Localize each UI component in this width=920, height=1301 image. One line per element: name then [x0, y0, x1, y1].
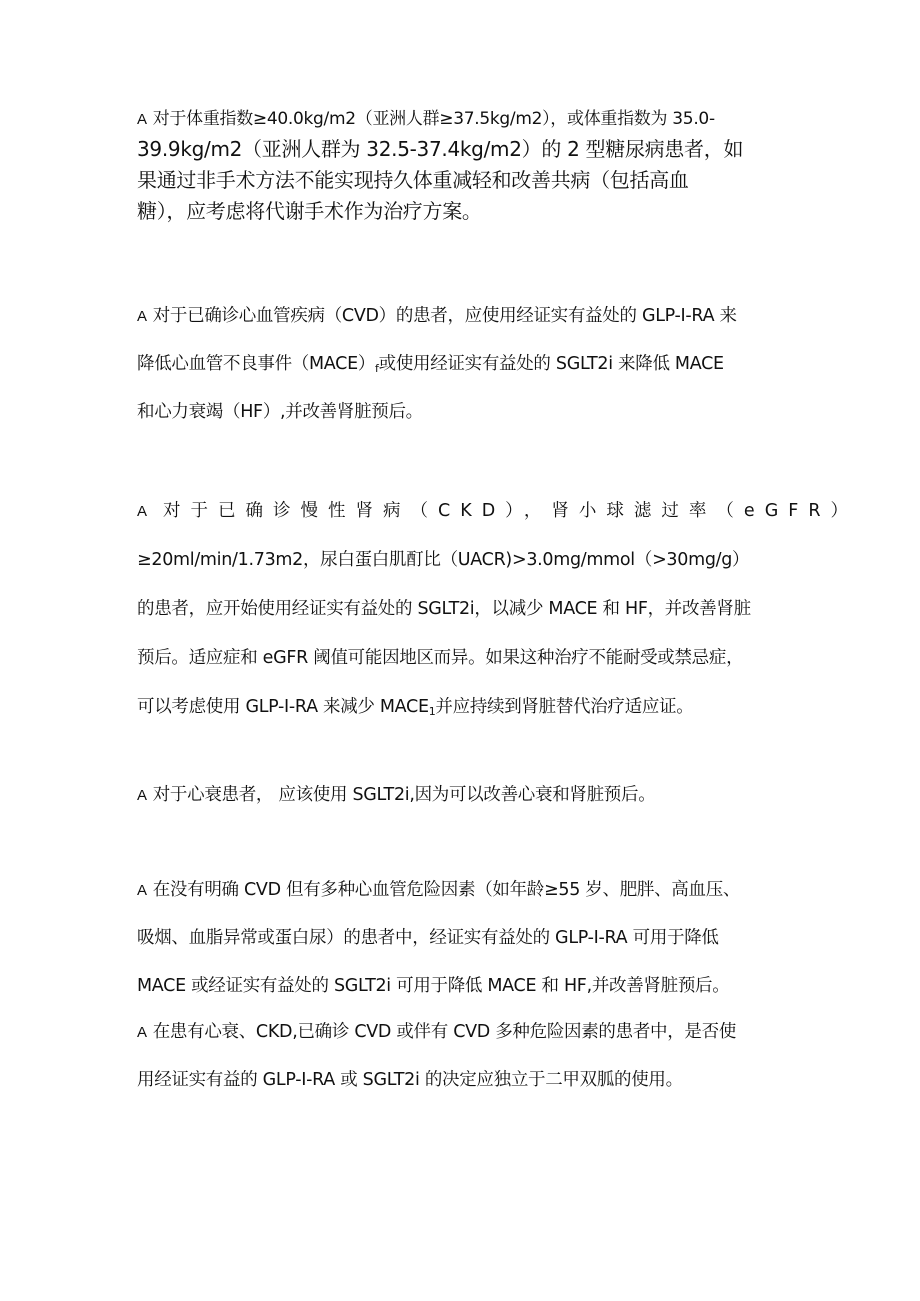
paragraph-text: 在没有明确 CVD 但有多种心血管危险因素（如年龄≥55 岁、肥胖、高血压、	[152, 880, 741, 900]
paragraph-text: 对于体重指数≥40.0kg/m2（亚洲人群≥37.5kg/m2），或体重指数为 35.0-	[152, 109, 715, 129]
bullet-marker: A	[137, 111, 147, 128]
bullet-marker: A	[137, 787, 147, 804]
paragraph-line	[137, 104, 787, 134]
paragraph-line: 果通过非手术方法不能实现持久体重减轻和改善共病（包括高血	[137, 168, 689, 192]
paragraph-line	[137, 487, 858, 536]
paragraph-heart-failure	[137, 777, 787, 813]
paragraph-line: ≥20ml/min/1.73m2，尿白蛋白肌酊比（UACR)>3.0mg/mmol（>30mg/g）	[137, 550, 750, 570]
paragraph-text: 并应持续到肾脏替代治疗适应证。	[435, 697, 694, 717]
paragraph-line: 预后。适应症和 eGFR 阈值可能因地区而异。如果这种治疗不能耐受或禁忌症，	[137, 648, 744, 668]
paragraph-line	[137, 1008, 787, 1056]
paragraph-line: 吸烟、血脂异常或蛋白尿）的患者中，经证实有益处的 GLP-I-RA 可用于降低	[137, 928, 719, 948]
paragraph-text: 对于已确诊慢性肾病（CKD），肾小球滤过率（eGFR）	[163, 501, 858, 521]
paragraph-line	[137, 340, 787, 388]
paragraph-line	[137, 866, 787, 914]
paragraph-text: 或使用经证实有益处的 SGLT2i 来降低 MACE	[378, 354, 724, 374]
paragraph-text: 降低心血管不良事件（MACE）	[137, 354, 376, 374]
paragraph-metabolic-surgery	[137, 104, 787, 227]
paragraph-metformin-independence	[137, 1008, 787, 1104]
subscript-text: f	[375, 362, 379, 375]
paragraph-text: 可以考虑使用 GLP-I-RA 来减少 MACE	[137, 697, 429, 717]
subscript-text: 1	[428, 705, 436, 718]
bullet-marker: A	[137, 308, 147, 325]
paragraph-line	[137, 292, 787, 340]
paragraph-risk-factors	[137, 866, 787, 1010]
paragraph-line: 用经证实有益的 GLP-I-RA 或 SGLT2i 的决定应独立于二甲双胍的使用。	[137, 1070, 683, 1090]
paragraph-line: 和心力衰竭（HF）,并改善肾脏预后。	[137, 402, 423, 422]
paragraph-line: 39.9kg/m2（亚洲人群为 32.5-37.4kg/m2）的 2 型糖尿病患者，如	[137, 137, 744, 161]
paragraph-line: 糖），应考虑将代谢手术作为治疗方案。	[137, 199, 482, 223]
paragraph-text: 对于心衰患者， 应该使用 SGLT2i,因为可以改善心衰和肾脏预后。	[152, 785, 656, 805]
paragraph-line: MACE 或经证实有益处的 SGLT2i 可用于降低 MACE 和 HF,并改善肾脏预后。	[137, 976, 730, 996]
paragraph-ckd-patients	[137, 487, 858, 732]
paragraph-line: 的患者，应开始使用经证实有益处的 SGLT2i，以减少 MACE 和 HF，并改善肾脏	[137, 599, 751, 619]
paragraph-cvd-patients	[137, 292, 787, 436]
bullet-marker: A	[137, 882, 147, 899]
paragraph-line	[137, 683, 787, 732]
paragraph-text: 在患有心衰、CKD,已确诊 CVD 或伴有 CVD 多种危险因素的患者中，是否使	[152, 1022, 737, 1042]
paragraph-text: 对于已确诊心血管疾病（CVD）的患者，应使用经证实有益处的 GLP-I-RA 来	[152, 306, 737, 326]
bullet-marker: A	[137, 503, 158, 520]
bullet-marker: A	[137, 1024, 147, 1041]
paragraph-line	[137, 777, 787, 813]
